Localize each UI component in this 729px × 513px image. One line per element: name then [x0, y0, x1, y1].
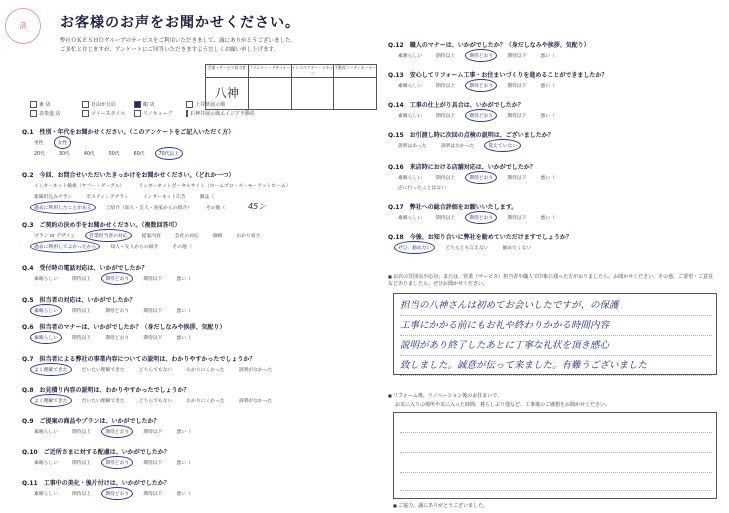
answer-options	[34, 150, 193, 157]
store-checkbox[interactable]	[134, 110, 182, 117]
answer-options	[34, 334, 205, 341]
store-checkbox[interactable]	[30, 110, 78, 117]
checkbox-square[interactable]	[82, 110, 89, 117]
staff-header-inspector: インスペクター・スキップ	[291, 65, 334, 76]
blank-line	[400, 472, 712, 473]
answer-options	[34, 182, 305, 189]
handwriting-line: 説明があり終了したあとに丁寧な礼状を頂き感心	[400, 336, 712, 356]
answer-option-circled[interactable]: 期待どおり	[469, 176, 494, 181]
answer-option-circled[interactable]: ぜひ、勧めたい	[398, 246, 432, 251]
question-heading: Q.8 お見積り内容の説明は、わかりやすかったでしょうか？	[22, 387, 190, 394]
store-checkbox[interactable]	[134, 101, 182, 108]
answer-option-circled[interactable]: 期待どおり	[105, 430, 130, 435]
question-heading: Q.1 性別・年代をお聞かせください。（このアンケートをご記入いただく方）	[22, 129, 235, 136]
answer-option[interactable]: 雑誌（	[199, 195, 215, 200]
store-checkbox-row	[30, 100, 234, 109]
answer-options	[34, 243, 206, 250]
answer-options	[34, 204, 239, 211]
store-checkbox-label: 表参道 店	[39, 111, 61, 117]
answer-option[interactable]: 期待以上	[436, 84, 456, 89]
intro-line: 弊社ＯＫＥＳＨＯグループのサービスをご利用いただきまして、誠にありがとうございました。	[60, 38, 296, 44]
answer-option[interactable]: 期待以下	[143, 277, 163, 282]
store-checkbox[interactable]	[186, 110, 256, 117]
answer-options	[398, 214, 569, 221]
blank-line	[400, 452, 712, 453]
answer-option-circled[interactable]: 70代以上	[158, 152, 180, 157]
answer-option[interactable]: わかり易さ	[236, 234, 261, 239]
answer-option[interactable]: 30代	[58, 152, 70, 157]
answer-option[interactable]: 悪い（	[176, 336, 191, 341]
answer-option[interactable]: 店に行ったことはない	[398, 186, 446, 191]
answer-option-circled[interactable]: 期待どおり	[105, 492, 130, 497]
answer-options	[398, 52, 569, 59]
answer-option[interactable]: 知人・友人からの紹介	[110, 245, 159, 250]
answer-option[interactable]: 素晴らしい	[398, 176, 422, 181]
answer-option[interactable]: どちらとも言えない	[445, 246, 489, 251]
answer-option[interactable]: その他（	[205, 206, 226, 211]
store-checkbox[interactable]	[30, 101, 78, 108]
answer-option[interactable]: 悪い（	[176, 492, 191, 497]
store-checkbox-label: 東 店	[39, 102, 51, 108]
answer-option[interactable]: 期待以上	[72, 336, 92, 341]
question-heading: Q.3 ご契約の決め手をお聞かせください。（複数回答可）	[22, 222, 181, 229]
answer-option[interactable]: 素晴らしい	[398, 114, 422, 119]
answer-option[interactable]: 素晴らしい	[34, 492, 58, 497]
answer-option[interactable]: 悪い（	[540, 216, 555, 221]
answer-option-circled[interactable]: 素晴らしい	[34, 309, 58, 314]
store-checkbox[interactable]	[82, 101, 130, 108]
question-heading: Q.2 今回、お問合せいただいたきっかけをお聞かせください。（どれか一つ）	[22, 172, 235, 179]
answer-options	[34, 459, 205, 466]
answer-option[interactable]: プラン or デザイン	[34, 234, 76, 239]
answer-option[interactable]: どちらでもない	[138, 368, 173, 373]
checkbox-square[interactable]	[186, 110, 188, 117]
answer-option-circled[interactable]: 期待どおり	[469, 84, 494, 89]
answer-option[interactable]: 期待以上	[72, 492, 92, 497]
answer-option[interactable]: 素晴らしい	[34, 461, 58, 466]
store-checkbox-group	[30, 100, 256, 118]
answer-options	[398, 142, 531, 149]
question-heading: Q.17 弊社への総合評価をお願いいたします。	[388, 204, 518, 211]
answer-option[interactable]: その他（	[172, 245, 192, 250]
answer-option[interactable]: 新聞折込みチラシ	[34, 195, 73, 200]
answer-option[interactable]: 悪い（	[540, 114, 555, 119]
store-checkbox-label: 石神井展示場エイジア不動産	[190, 111, 256, 117]
intro-line: ご多忙と存じますが、アンケートにご回答いただきますよう宜しくお願い申し上げます。	[60, 47, 280, 53]
footer-thanks: ■ ご協力、誠にありがとうございました。	[393, 502, 488, 509]
answer-option[interactable]: インターネット検索（ヤフー・グーグル）	[34, 184, 125, 189]
question-heading: Q.9 ご提案の商品やプランは、いかがでしたか？	[22, 418, 160, 425]
answer-option[interactable]: 悪い（	[176, 277, 191, 282]
question-heading: Q.16 来店時における店舗対応は、いかがでしたか？	[388, 164, 536, 171]
question-heading: Q.10 ご近所さまに対する配慮は、いかがでしたか？	[22, 449, 170, 456]
answer-option[interactable]: 期待以下	[507, 54, 527, 59]
answer-option[interactable]: 期待以上	[436, 54, 456, 59]
question-heading: Q.13 安心してリフォーム工事・お住まいづくりを進めることができましたか？	[388, 72, 608, 79]
answer-options	[34, 366, 286, 373]
comment2-prompt-a: ■ リフォーム後、リノベーション後のお住まいで、	[388, 392, 502, 399]
answer-option-circled[interactable]: 女性	[57, 141, 68, 146]
answer-option[interactable]: インターネット広告	[143, 195, 186, 200]
question-heading: Q.11 工事中の美化・後片付けは、いかがでしたか？	[22, 480, 170, 487]
checkbox-square[interactable]	[134, 101, 141, 108]
checkbox-square[interactable]	[134, 110, 141, 117]
question-heading: Q.14 工事の仕上がり具合は、いかがでしたか？	[388, 102, 524, 109]
handwriting-line: 工事にかかる前にもお礼や終わりかかる時間内容	[400, 316, 712, 336]
answer-option[interactable]: 期待以上	[436, 176, 456, 181]
comment2-box[interactable]	[393, 412, 717, 499]
answer-option[interactable]: 価格	[212, 234, 223, 239]
answer-option[interactable]: 期待以上	[72, 309, 92, 314]
comment1-handwriting	[400, 296, 712, 376]
answer-option[interactable]: 期待以下	[507, 176, 527, 181]
answer-option[interactable]: 説明がなかった	[238, 399, 273, 404]
answer-option[interactable]: わかりにくかった	[186, 368, 225, 373]
answer-option[interactable]: 期待どおり	[105, 309, 130, 314]
answer-option[interactable]: 期待以上	[436, 114, 456, 119]
blank-line	[400, 432, 712, 433]
answer-option[interactable]: 会社の対応	[174, 234, 199, 239]
answer-option[interactable]: 期待以下	[143, 309, 163, 314]
answer-option[interactable]: インターネットポータルサイト（ホームプロ・スーモ・アットホーム）	[138, 184, 291, 189]
answer-options	[34, 275, 205, 282]
answer-option[interactable]: 説明がなかった	[238, 368, 273, 373]
answer-option[interactable]: 期待以下	[143, 492, 163, 497]
answer-option[interactable]: どちらでもない	[138, 399, 173, 404]
answer-options	[34, 428, 205, 435]
answer-options	[34, 139, 81, 146]
answer-option[interactable]: ご紹介（知人・友人・実家からの紹介）	[105, 206, 192, 211]
answer-option[interactable]: 素晴らしい	[398, 84, 422, 89]
answer-option-circled[interactable]: 過去に利用したことがある	[34, 206, 92, 211]
comment1-prompt: ■ お店の雰囲気や応対、または、営業（サービス）担当者や職人で印象に残った方がおりましたら、お聞かせください。その他、ご要望・ご意見などありましたら、ぜひお聞かせください。	[388, 273, 718, 288]
store-checkbox-label: リノキューブ	[143, 111, 173, 117]
store-checkbox-label: 上井草展示場	[195, 102, 226, 108]
answer-option-circled[interactable]: 覚えていない	[488, 144, 518, 149]
blank-line	[400, 490, 712, 491]
checkbox-square[interactable]	[82, 101, 89, 108]
answer-options	[34, 232, 274, 239]
answer-option[interactable]: 60代	[133, 152, 145, 157]
answer-option[interactable]: だいたい理解できた	[81, 399, 125, 404]
handwritten-note: 45ン	[248, 202, 267, 211]
staff-header-realestate: 不動産コーディネーター	[334, 65, 376, 70]
answer-option[interactable]: 素晴らしい	[398, 54, 422, 59]
question-heading: Q.4 受付時の電話対応は、いかがでしたか？	[22, 265, 148, 272]
staff-header-planner: プランナー・デザイナー	[249, 65, 292, 77]
answer-options	[398, 82, 569, 89]
answer-option[interactable]: 50代	[108, 152, 120, 157]
store-checkbox[interactable]	[186, 101, 234, 108]
answer-option[interactable]: 素晴らしい	[34, 277, 58, 282]
comment2-prompt-b: お気に入りの場所や気に入った時間、暮らしぶり他など、工事後のご感想をお聞かせください。	[395, 402, 611, 408]
staff-value-realestate[interactable]	[334, 78, 376, 110]
answer-option[interactable]: 期待以上	[72, 277, 92, 282]
staff-value-sales[interactable]: 八神	[206, 78, 249, 110]
answer-options	[398, 112, 569, 119]
answer-options	[34, 490, 205, 497]
question-heading: Q.5 担当者の対応は、いかがでしたか？	[22, 297, 136, 304]
answer-option-circled[interactable]: 素晴らしい	[34, 336, 58, 341]
answer-option[interactable]: 男性	[34, 141, 44, 146]
checkbox-square[interactable]	[30, 110, 37, 117]
answer-options	[398, 174, 569, 181]
answer-option[interactable]: 期待以下	[507, 114, 527, 119]
answer-option[interactable]: 素晴らしい	[398, 216, 422, 221]
answer-option[interactable]: 悪い（	[540, 54, 555, 59]
answer-option-circled[interactable]: 期待どおり	[105, 461, 130, 466]
answer-option[interactable]: 期待以上	[436, 216, 456, 221]
question-heading: Q.18 今後、お知り合いに弊社を勧めていただけますでしょうか？	[388, 234, 572, 241]
answer-option-circled[interactable]: 過去に利用してよかったから	[34, 245, 97, 250]
question-heading: Q.15 お引渡し時に次回の点検の説明は、ございましたか？	[388, 132, 554, 139]
answer-options	[34, 307, 205, 314]
intro-text	[60, 37, 350, 55]
handwriting-line: 担当の八神さんは初めてお会いしたですが、の保護	[400, 296, 712, 316]
staff-value-planner[interactable]	[249, 78, 292, 110]
store-checkbox-row	[30, 109, 256, 118]
checkbox-square[interactable]	[30, 101, 37, 108]
answer-option[interactable]: 説明はなかった	[440, 144, 475, 149]
answer-option-circled[interactable]: よく理解できた	[34, 368, 68, 373]
answer-option[interactable]: 40代	[83, 152, 95, 157]
answer-option[interactable]: 期待以下	[143, 336, 163, 341]
answer-option[interactable]: 説明はあった	[398, 144, 427, 149]
answer-option[interactable]: 悪い（	[540, 84, 555, 89]
answer-option[interactable]: 悪い（	[176, 461, 191, 466]
answer-option[interactable]: 期待どおり	[105, 336, 130, 341]
answer-option-circled[interactable]: 期待どおり	[469, 54, 494, 59]
answer-option-circled[interactable]: 期待どおり	[105, 277, 130, 282]
staff-value-inspector[interactable]	[292, 78, 335, 110]
answer-option[interactable]: 期待以上	[72, 461, 92, 466]
store-checkbox[interactable]	[82, 110, 130, 117]
answer-option-circled[interactable]: よく理解できた	[34, 399, 68, 404]
answer-options	[398, 184, 460, 191]
answer-option[interactable]: 素晴らしい	[34, 430, 58, 435]
answer-option[interactable]: 勧めたくない	[502, 246, 532, 251]
store-checkbox-label: 自由が丘店	[91, 102, 117, 108]
handwriting-line: 致しました。誠意が伝って来ました。有難うございました	[400, 356, 712, 376]
answer-options	[398, 244, 545, 251]
approval-stamp: 済	[5, 8, 41, 44]
answer-options	[34, 397, 286, 404]
answer-option-circled[interactable]: 期待どおり	[469, 114, 494, 119]
store-checkbox-label: 鶴 店	[143, 102, 155, 108]
staff-header-sales: 営業・サービス担当者	[206, 65, 249, 77]
answer-option[interactable]: 期待以下	[507, 216, 527, 221]
answer-option[interactable]: だいたい理解できた	[81, 368, 125, 373]
answer-option[interactable]: 提案内容	[141, 234, 161, 239]
question-heading: Q.7 担当者による弊社の事業内容についての説明は、わかりやすかったでしょうか？	[22, 356, 256, 363]
question-heading: Q.12 職人のマナーは、いかがでしたか？（身だしなみや挨拶、気配り）	[388, 42, 590, 49]
answer-option[interactable]: 期待以上	[72, 430, 92, 435]
answer-option[interactable]: 期待以下	[507, 84, 527, 89]
answer-option[interactable]: 悪い（	[176, 309, 191, 314]
page-title: お客様のお声をお聞かせください。	[60, 15, 300, 31]
answer-option[interactable]: 20代	[34, 152, 45, 157]
answer-option[interactable]: わかりにくかった	[186, 399, 225, 404]
answer-option-circled[interactable]: 営業担当者の対応	[89, 234, 128, 239]
answer-options	[34, 193, 228, 200]
answer-option-circled[interactable]: 期待どおり	[469, 216, 494, 221]
answer-option[interactable]: ポスティングチラシ	[86, 195, 129, 200]
store-checkbox-label: ツイースタイル	[91, 111, 126, 117]
answer-option[interactable]: 期待以下	[143, 461, 163, 466]
question-heading: Q.6 担当者のマナーは、いかがでしたか？（身だしなみや挨拶、気配り）	[22, 324, 226, 331]
checkbox-square[interactable]	[186, 101, 193, 108]
answer-option[interactable]: 悪い（	[540, 176, 555, 181]
answer-option[interactable]: 期待以下	[143, 430, 163, 435]
answer-option[interactable]: 悪い（	[176, 430, 191, 435]
